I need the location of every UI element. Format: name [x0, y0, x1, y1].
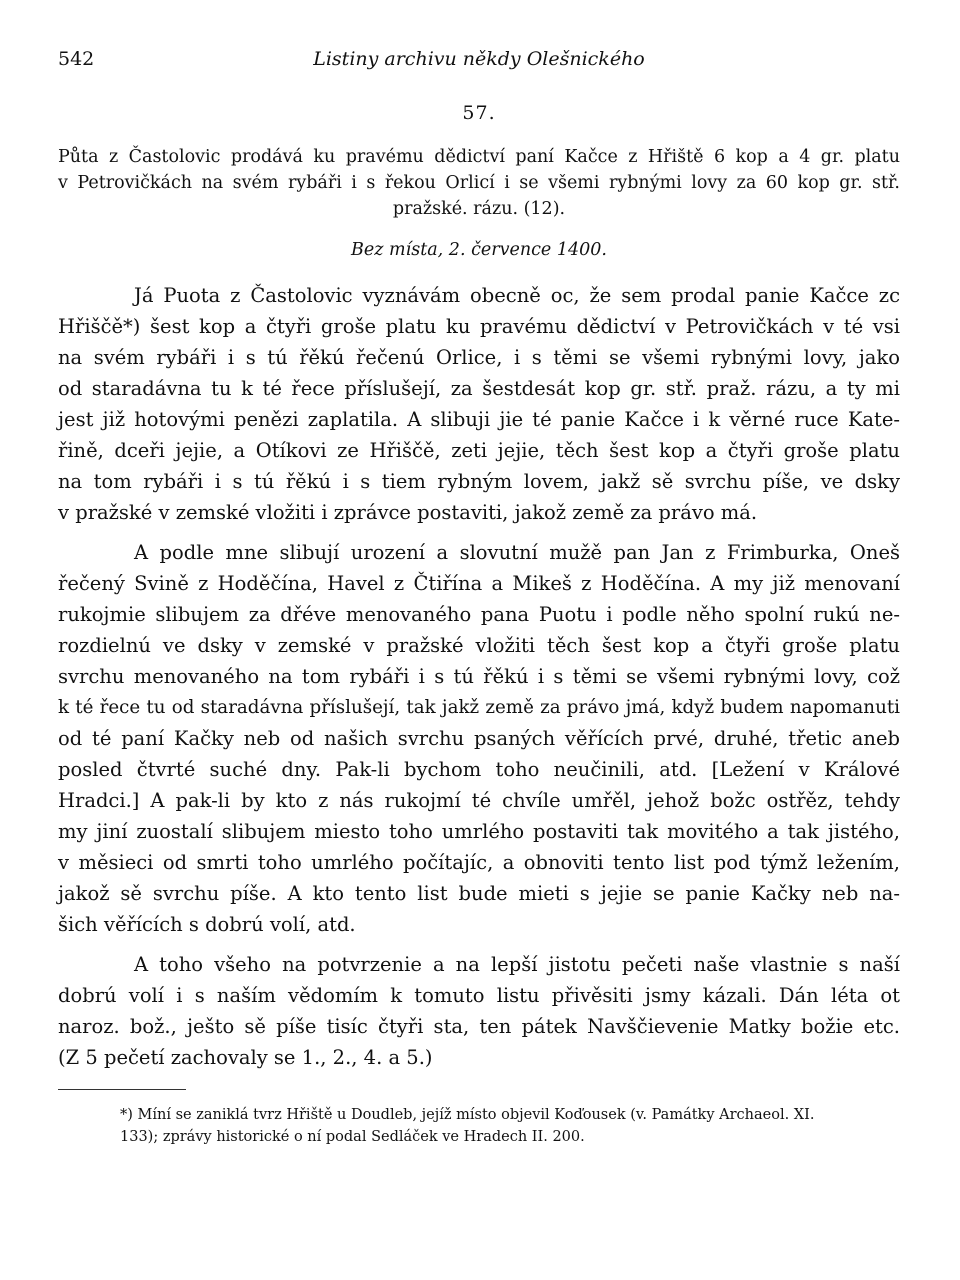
paragraph-line: A podle mne slibují urození a slovutní mužě pan Jan z Frimburka, Oneš — [134, 541, 900, 564]
document-page — [58, 44, 900, 1148]
paragraph — [58, 949, 900, 1073]
paragraph-line: jakož sě svrchu píše. A kto tento list bude mieti s jejie se panie Kačky neb na- — [58, 882, 900, 905]
paragraph-line: (Z 5 pečetí zachovaly se 1., 2., 4. a 5.) — [58, 1046, 433, 1069]
paragraph-line: v měsieci od smrti toho umrlého počítajíc, a obnoviti tento list pod týmž ležením, — [58, 851, 900, 874]
footnote-separator — [58, 1089, 186, 1090]
paragraph-line: k té řece tu od staradávna příslušejí, tak jakž země za právo jmá, když budem napomanuti — [58, 697, 900, 718]
paragraph-line: Já Puota z Častolovic vyznávám obecně oc, že sem prodal panie Kačce zc — [134, 284, 900, 307]
paragraph-line: dobrú volí i s naším vědomím k tomuto listu přivěsiti jsmy kázali. Dán léta ot — [58, 984, 900, 1007]
paragraph-line: posled čtvrté suché dny. Pak-li bychom toho neučinili, atd. [Ležení v Králové — [58, 758, 900, 781]
dateline: Bez místa, 2. července 1400. — [351, 240, 607, 260]
paragraph-line: naroz. bož., ješto sě píše tisíc čtyři sta, ten pátek Navščievenie Matky božie etc. — [58, 1015, 900, 1038]
page-number: 542 — [58, 48, 95, 70]
paragraph-line: řečený Svině z Hoděčína, Havel z Čtiřína a Mikeš z Hoděčína. A my již menovaní — [58, 572, 900, 595]
running-header — [58, 44, 900, 74]
footnote — [58, 1104, 900, 1148]
paragraph-line: Hradci.] A pak-li by kto z nás rukojmí té chvíle umřěl, jehož božc ostřěz, tehdy — [58, 789, 900, 812]
paragraph-line: v pražské v zemské vložiti i zprávce postaviti, jakož země za právo má. — [58, 501, 758, 524]
document-body — [58, 280, 900, 1073]
paragraph-line: od staradávna tu k té řece příslušejí, za šestdesát kop gr. stř. praž. rázu, a ty mi — [58, 377, 900, 400]
paragraph-line: svrchu menovaného na tom rybáři i s tú řěkú i s těmi se všemi rybnými lovy, což — [58, 665, 900, 688]
paragraph-line: šich věřících s dobrú volí, atd. — [58, 913, 356, 936]
running-title: Listiny archivu někdy Olešnického — [313, 48, 645, 70]
paragraph-line: řině, dceři jejie, a Otíkovi ze Hřiščě, zeti jejie, těch šest kop a čtyři groše platu — [58, 439, 900, 462]
paragraph — [58, 537, 900, 940]
paragraph-line: rukojmie slibujem za dřéve menovaného pana Puotu i podle něho spolní rukú ne- — [58, 603, 900, 626]
regest — [58, 144, 900, 222]
paragraph-line: jest již hotovými penězi zaplatila. A slibuji jie té panie Kačce i k věrné ruce Kate- — [58, 408, 900, 431]
footnote-line: *) Míní se zaniklá tvrz Hřiště u Doudleb, jejíž místo objevil Koďousek (v. Památky Archaeol. XI. — [120, 1107, 815, 1123]
paragraph-line: rozdielnú ve dsky v zemské v pražské vložiti těch šest kop a čtyři groše platu — [58, 634, 900, 657]
document-number: 57. — [462, 102, 496, 124]
regest-line: pražské. rázu. (12). — [392, 199, 566, 219]
paragraph-line: A toho všeho na potvrzenie a na lepší jistotu pečeti naše vlastnie s naší — [134, 953, 900, 976]
regest-line: Půta z Častolovic prodává ku pravému dědictví paní Kačce z Hřiště 6 kop a 4 gr. platu — [58, 147, 900, 167]
paragraph-line: my jiní zuostalí slibujem miesto toho umrlého postaviti tak movitého a tak jistého, — [58, 820, 900, 843]
paragraph-line: na svém rybáři i s tú řěkú řečenú Orlice, i s těmi se všemi rybnými lovy, jako — [58, 346, 900, 369]
paragraph — [58, 280, 900, 528]
paragraph-line: od té paní Kačky neb od našich svrchu psaných věřících prvé, druhé, třetic aneb — [58, 727, 900, 750]
paragraph-line: Hřiščě*) šest kop a čtyři groše platu ku pravému dědictví v Petrovičkách v té vsi — [58, 315, 900, 338]
regest-line: v Petrovičkách na svém rybáři i s řekou Orlicí i se všemi rybnými lovy za 60 kop gr. stř. — [58, 173, 900, 193]
footnote-line: 133); zprávy historické o ní podal Sedláček ve Hradech II. 200. — [120, 1129, 585, 1145]
paragraph-line: na tom rybáři i s tú řěkú i s tiem rybným lovem, jakž sě svrchu píše, ve dsky — [58, 470, 900, 493]
